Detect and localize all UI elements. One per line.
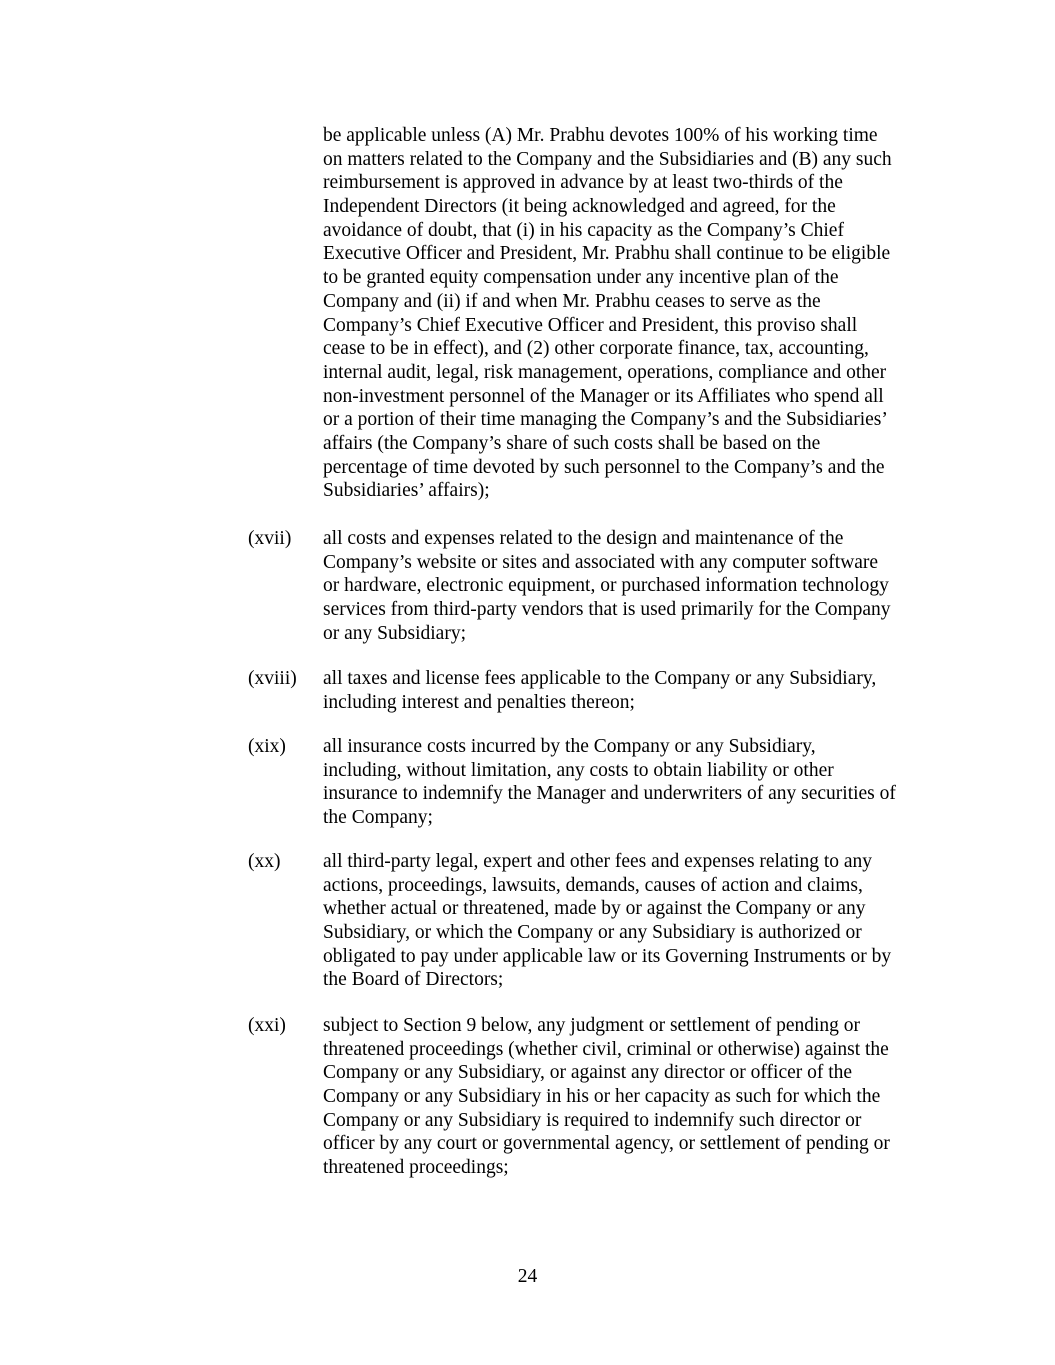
clause-line: the Company;: [323, 807, 433, 829]
clause-line: Company or any Subsidiary is required to indemnify such director or: [323, 1109, 862, 1131]
clause-line: Subsidiary, or which the Company or any Subsidiary is authorized or: [323, 922, 862, 944]
clause-line: all third-party legal, expert and other fees and expenses relating to any: [323, 851, 873, 872]
paragraph-line: cease to be in effect), and (2) other corporate finance, tax, accounting,: [323, 338, 869, 360]
paragraph-line: Independent Directors (it being acknowledged and agreed, for the: [323, 196, 836, 218]
paragraph-line: Subsidiaries’ affairs);: [323, 480, 490, 502]
continuation-paragraph: [323, 124, 943, 503]
clause-line: obligated to pay under applicable law or its Governing Instruments or by: [323, 945, 892, 967]
paragraph-line: internal audit, legal, risk management, operations, compliance and other: [323, 361, 887, 383]
paragraph-line: reimbursement is approved in advance by at least two-thirds of the: [323, 172, 843, 194]
paragraph-line: avoidance of doubt, that (i) in his capacity as the Company’s Chief: [323, 219, 844, 241]
clause-line: threatened proceedings (whether civil, criminal or otherwise) against the: [323, 1038, 889, 1060]
clause-line: services from third-party vendors that is used primarily for the Company: [323, 599, 891, 621]
page-number: 24: [517, 1266, 538, 1287]
clause-number: (xviii): [248, 668, 297, 689]
clause-line: threatened proceedings;: [323, 1157, 509, 1179]
clause-number: (xix): [248, 736, 286, 757]
clause-body: [323, 667, 943, 714]
clause-line: Company or any Subsidiary, or against any director or officer of the: [323, 1062, 853, 1084]
paragraph-line: affairs (the Company’s share of such costs shall be based on the: [323, 432, 821, 454]
clause-body: [323, 527, 943, 645]
clause-line: all insurance costs incurred by the Company or any Subsidiary,: [323, 736, 816, 757]
clause-body: [323, 735, 943, 830]
clause-line: all costs and expenses related to the design and maintenance of the: [323, 528, 844, 549]
clause-line: or any Subsidiary;: [323, 622, 466, 644]
clause-number: (xx): [248, 851, 281, 872]
clause-line: Company or any Subsidiary in his or her capacity as such for which the: [323, 1086, 881, 1108]
clause-line: officer by any court or governmental agency, or settlement of pending or: [323, 1133, 890, 1155]
clause-number: (xvii): [248, 528, 292, 549]
paragraph-line: Executive Officer and President, Mr. Prabhu shall continue to be eligible: [323, 243, 891, 265]
clause-line: actions, proceedings, lawsuits, demands, causes of action and claims,: [323, 874, 863, 896]
clause-number: (xxi): [248, 1015, 286, 1036]
clause-line: all taxes and license fees applicable to the Company or any Subsidiary,: [323, 668, 877, 689]
clause-body: [323, 1014, 943, 1180]
paragraph-line: Company and (ii) if and when Mr. Prabhu ceases to serve as the: [323, 290, 821, 312]
clause-line: including, without limitation, any costs to obtain liability or other: [323, 759, 834, 781]
clause-line: whether actual or threatened, made by or against the Company or any: [323, 898, 866, 920]
paragraph-line: on matters related to the Company and the Subsidiaries and (B) any such: [323, 148, 892, 170]
clause-line: or hardware, electronic equipment, or purchased information technology: [323, 575, 889, 597]
clause-line: subject to Section 9 below, any judgment or settlement of pending or: [323, 1015, 861, 1036]
paragraph-line: be applicable unless (A) Mr. Prabhu devotes 100% of his working time: [323, 125, 878, 146]
paragraph-line: Company’s Chief Executive Officer and President, this proviso shall: [323, 314, 858, 336]
clause-line: the Board of Directors;: [323, 969, 504, 991]
paragraph-line: percentage of time devoted by such personnel to the Company’s and the: [323, 456, 885, 478]
paragraph-line: non-investment personnel of the Manager or its Affiliates who spend all: [323, 385, 884, 407]
paragraph-line: to be granted equity compensation under any incentive plan of the: [323, 267, 839, 289]
paragraph-line: or a portion of their time managing the Company’s and the Subsidiaries’: [323, 409, 888, 431]
clause-line: Company’s website or sites and associated with any computer software: [323, 551, 879, 573]
clause-body: [323, 850, 943, 992]
clause-line: insurance to indemnify the Manager and underwriters of any securities of: [323, 783, 896, 805]
clause-line: including interest and penalties thereon;: [323, 691, 635, 713]
